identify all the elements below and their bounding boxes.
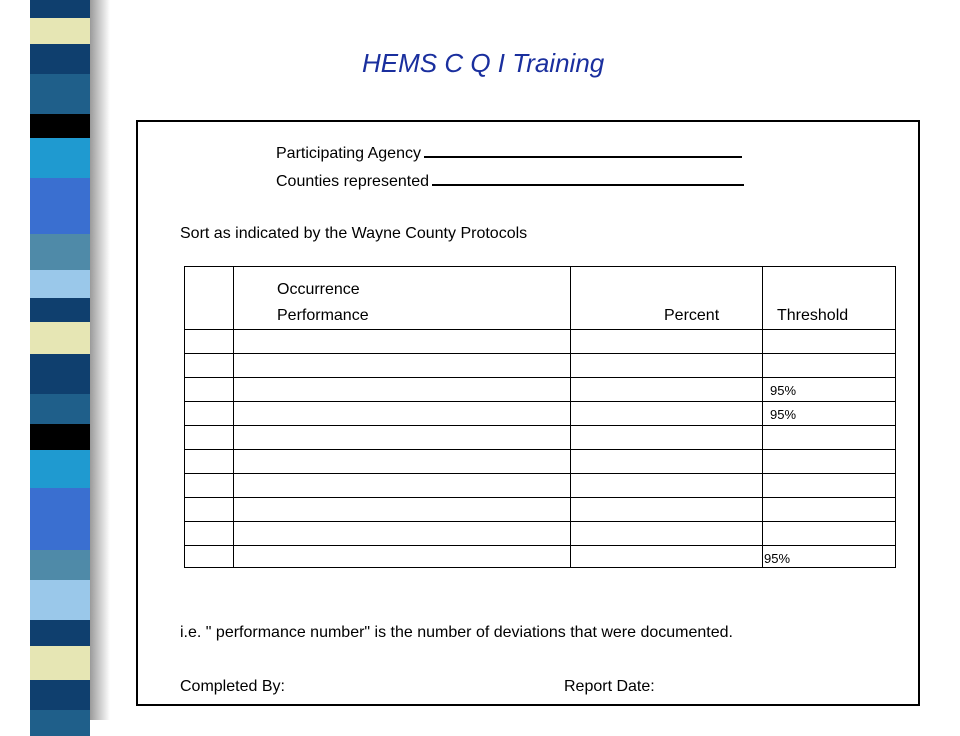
table-row-line [185,377,895,378]
stripe-segment [30,550,90,580]
stripe-segment [30,450,90,488]
stripe-segment [30,114,90,138]
header-percent: Percent [660,307,723,325]
threshold-table [184,266,896,568]
stripe-segment [30,138,90,178]
header-performance: Performance [277,307,373,325]
stripe-segment [30,394,90,424]
stripe-segment [30,74,90,114]
stripe-segment [30,208,90,234]
table-row-line [185,521,895,522]
stripe-segment [30,620,90,646]
table-row-line [185,449,895,450]
table-col-divider [570,267,571,567]
stripe-segment [30,0,90,18]
threshold-value: 95% [764,551,791,566]
stripe-segment [30,646,90,680]
report-date-label: Report Date: [564,678,655,695]
report-form [136,120,920,706]
stripe-segment [30,322,90,354]
sort-instruction: Sort as indicated by the Wayne County Protocols [180,225,528,242]
agency-label: Participating Agency [276,145,421,162]
table-row-line [185,353,895,354]
header-threshold: Threshold [777,307,849,324]
table-row-line [185,401,895,402]
table-col-divider [762,267,763,567]
stripe-segment [30,710,90,736]
agency-blank-field[interactable] [424,144,742,158]
stripe-segment [30,522,90,550]
decorative-stripe-bar [30,0,90,720]
stripe-segment [30,488,90,522]
table-col-divider [233,267,234,567]
stripe-segment [30,270,90,298]
counties-label: Counties represented [276,173,429,190]
threshold-value: 95% [770,407,797,422]
header-occurrence: Occurrence [277,281,364,299]
stripe-segment [30,18,90,44]
stripe-segment [30,44,90,74]
table-row-line [185,425,895,426]
table-row-line [185,497,895,498]
stripe-segment [30,580,90,620]
stripe-segment [30,234,90,270]
page-title: HEMS C Q I Training [362,48,605,78]
stripe-segment [30,680,90,710]
table-row-line [185,329,895,330]
stripe-segment [30,354,90,394]
stripe-segment [30,424,90,450]
counties-blank-field[interactable] [432,172,744,186]
note-text: i.e. " performance number" is the number of deviations that were documented. [180,624,733,641]
agency-row [276,144,742,163]
counties-row [276,172,744,191]
stripe-shadow [90,0,110,720]
threshold-value: 95% [770,383,797,398]
stripe-segment [30,298,90,322]
table-row-line [185,473,895,474]
completed-by-label: Completed By: [180,678,285,695]
stripe-segment [30,178,90,208]
table-row-line [185,545,895,546]
